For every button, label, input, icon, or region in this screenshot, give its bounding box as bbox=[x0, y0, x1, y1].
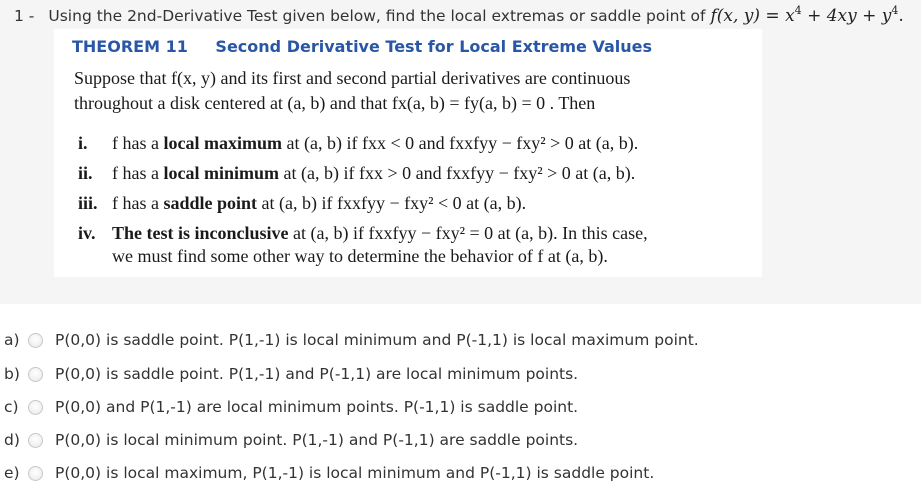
theorem-item bbox=[78, 162, 648, 192]
choice-letter: c) bbox=[4, 398, 19, 416]
choice-text[interactable]: P(0,0) and P(1,-1) are local minimum points. P(-1,1) is saddle point. bbox=[55, 398, 579, 416]
theorem-name: Second Derivative Test for Local Extreme Values bbox=[215, 37, 653, 56]
radio-button[interactable] bbox=[28, 400, 43, 415]
choice-text[interactable]: P(0,0) is local maximum, P(1,-1) is local minimum and P(-1,1) is saddle point. bbox=[55, 464, 655, 482]
theorem-item-post: at (a, b) if fxx > 0 and fxxfyy − fxy² > 0 at (a, b). bbox=[278, 163, 636, 183]
radio-button[interactable] bbox=[28, 466, 43, 481]
theorem-item-number: iv. bbox=[78, 223, 96, 243]
function-lhs: f(x, y) = bbox=[710, 6, 780, 26]
theorem-item-pre: f has a bbox=[112, 193, 164, 213]
theorem-item-text bbox=[112, 132, 638, 162]
theorem-item-post: at (a, b) if fxxfyy − fxy² = 0 at (a, b). In this case, bbox=[288, 223, 648, 243]
theorem-image bbox=[54, 29, 762, 277]
question-number: 1 - bbox=[14, 7, 35, 25]
theorem-label: THEOREM 11 bbox=[72, 37, 188, 56]
theorem-item-pre: f has a bbox=[112, 133, 164, 153]
theorem-item-number: iii. bbox=[78, 193, 98, 213]
function-end: . bbox=[898, 6, 904, 26]
theorem-title bbox=[72, 37, 652, 56]
theorem-item-number: ii. bbox=[78, 163, 93, 183]
question-header bbox=[14, 4, 904, 26]
theorem-item-text bbox=[112, 162, 635, 192]
theorem-intro-line-2: throughout a disk centered at (a, b) and that fx(a, b) = fy(a, b) = 0 . Then bbox=[74, 93, 596, 113]
theorem-item-bold: saddle point bbox=[163, 193, 258, 213]
theorem-item-text bbox=[112, 192, 526, 222]
function-term-2: + 4xy + y bbox=[807, 6, 892, 26]
choice-letter: b) bbox=[4, 365, 20, 383]
theorem-conditions bbox=[78, 132, 648, 268]
function-formula bbox=[710, 4, 903, 26]
choice-c[interactable] bbox=[0, 392, 578, 422]
function-term-1: x bbox=[785, 6, 795, 26]
choice-b[interactable] bbox=[0, 359, 578, 389]
choice-text[interactable]: P(0,0) is saddle point. P(1,-1) is local minimum and P(-1,1) is local maximum point. bbox=[55, 331, 699, 349]
choice-text[interactable]: P(0,0) is saddle point. P(1,-1) and P(-1,1) are local minimum points. bbox=[55, 365, 579, 383]
choice-letter: a) bbox=[4, 331, 20, 349]
theorem-item-number: i. bbox=[78, 133, 88, 153]
theorem-item-continuation: we must find some other way to determine the behavior of f at (a, b). bbox=[112, 246, 608, 266]
choice-e[interactable] bbox=[0, 458, 654, 488]
choice-letter: d) bbox=[4, 431, 20, 449]
function-exp-2: 4 bbox=[891, 4, 899, 17]
theorem-item bbox=[78, 192, 648, 222]
theorem-item-post: at (a, b) if fxxfyy − fxy² < 0 at (a, b). bbox=[257, 193, 527, 213]
radio-button[interactable] bbox=[28, 333, 43, 348]
theorem-item-bold: local maximum bbox=[163, 133, 282, 153]
choice-letter: e) bbox=[4, 464, 20, 482]
radio-button[interactable] bbox=[28, 367, 43, 382]
theorem-item-text bbox=[112, 222, 648, 268]
radio-button[interactable] bbox=[28, 433, 43, 448]
theorem-item bbox=[78, 132, 648, 162]
choice-a[interactable] bbox=[0, 325, 699, 355]
theorem-item-bold: The test is inconclusive bbox=[112, 223, 289, 243]
theorem-intro bbox=[74, 66, 630, 116]
theorem-item-bold: local minimum bbox=[163, 163, 279, 183]
choice-text[interactable]: P(0,0) is local minimum point. P(1,-1) and P(-1,1) are saddle points. bbox=[55, 431, 579, 449]
question-prompt: Using the 2nd-Derivative Test given below, find the local extremas or saddle point of bbox=[48, 7, 706, 25]
theorem-item bbox=[78, 222, 648, 268]
theorem-intro-line-1: Suppose that f(x, y) and its first and second partial derivatives are continuous bbox=[74, 68, 631, 88]
function-exp-1: 4 bbox=[794, 4, 802, 17]
choice-d[interactable] bbox=[0, 425, 578, 455]
theorem-item-pre: f has a bbox=[112, 163, 164, 183]
theorem-item-post: at (a, b) if fxx < 0 and fxxfyy − fxy² > 0 at (a, b). bbox=[281, 133, 639, 153]
